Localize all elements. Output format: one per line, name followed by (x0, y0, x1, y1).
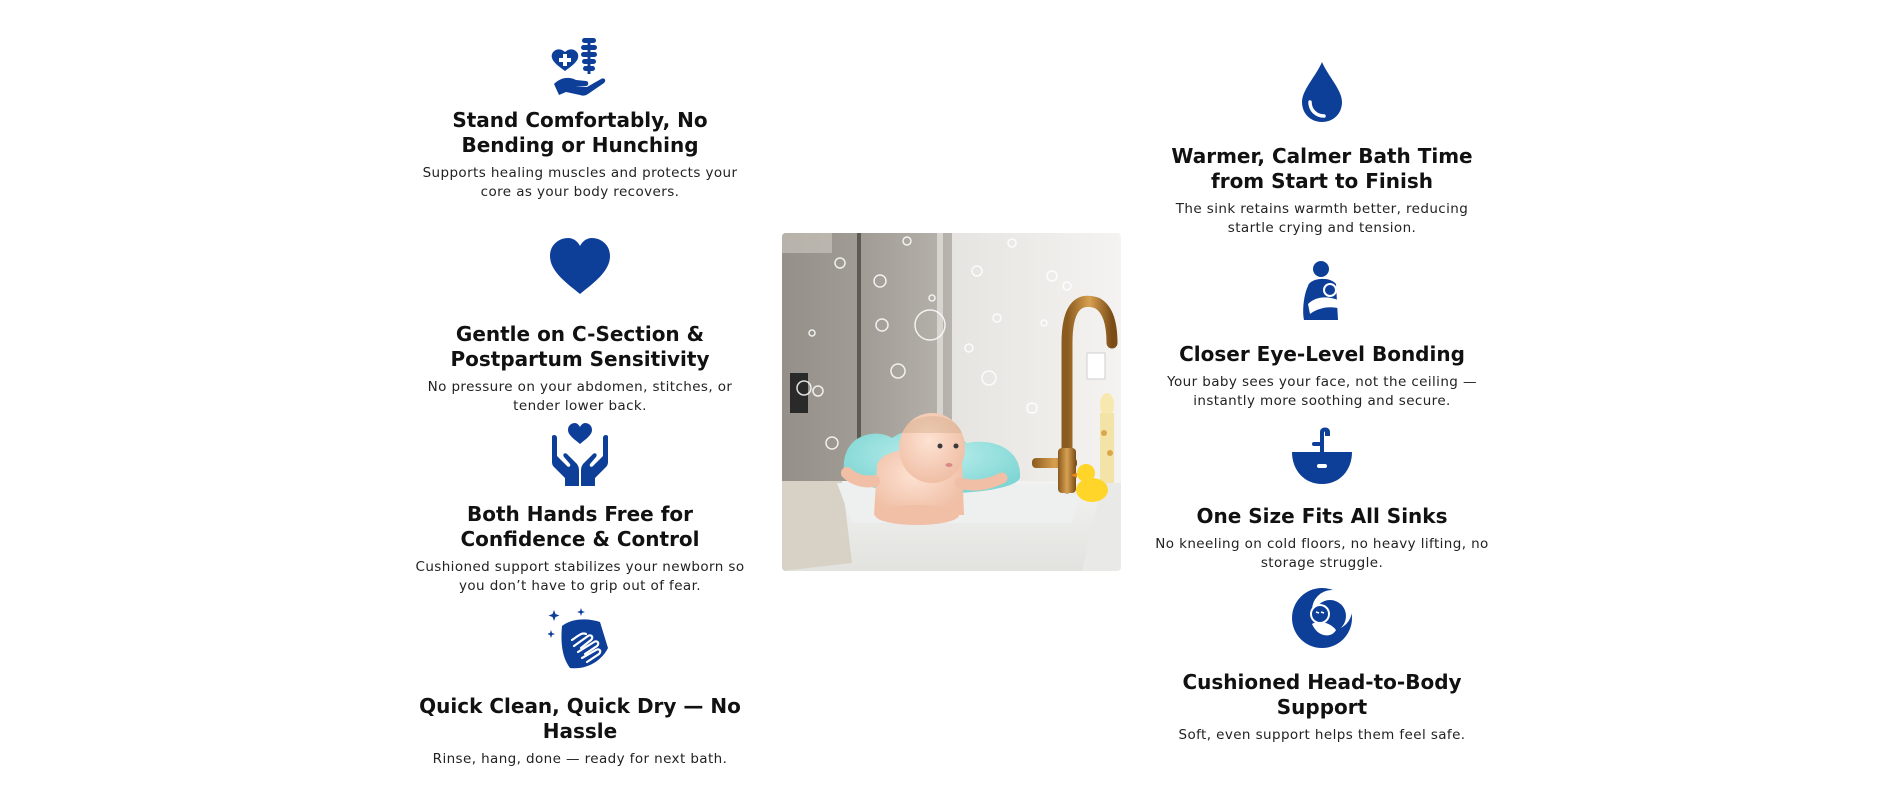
feature-title: Stand Comfortably, No Bending or Hunching (452, 108, 708, 157)
sink-faucet-icon (1290, 424, 1354, 488)
feature-description: Cushioned support stabilizes your newborn so you don’t have to grip out of fear. (415, 559, 745, 594)
feature-warmer-calmer (1152, 60, 1492, 238)
feature-description: Supports healing muscles and protects your core as your body recovers. (422, 165, 738, 200)
feature-hands-free (410, 422, 750, 596)
feature-description: Your baby sees your face, not the ceiling — instantly more soothing and secure. (1167, 374, 1477, 409)
baby-in-sink-bath-cushion-image (782, 233, 1121, 571)
hands-heart-icon (548, 422, 612, 486)
feature-description: Rinse, hang, done — ready for next bath. (432, 751, 728, 767)
feature-cushioned-support (1152, 586, 1492, 745)
feature-one-size-sinks (1152, 424, 1492, 573)
feature-gentle-postpartum (410, 236, 750, 416)
feature-title: Quick Clean, Quick Dry — No Hassle (419, 694, 741, 743)
feature-title: Cushioned Head-to-Body Support (1182, 670, 1462, 719)
feature-title: Both Hands Free for Confidence & Control (460, 502, 700, 551)
feature-description: No kneeling on cold floors, no heavy lifting, no storage struggle. (1155, 536, 1489, 571)
feature-title: One Size Fits All Sinks (1196, 504, 1448, 528)
feature-description: The sink retains warmth better, reducing startle crying and tension. (1175, 201, 1469, 236)
heart-icon (548, 236, 612, 300)
feature-title: Closer Eye-Level Bonding (1179, 342, 1465, 366)
parent-holding-baby-icon (1290, 260, 1354, 324)
water-drop-icon (1290, 60, 1354, 124)
feature-description: Soft, even support helps them feel safe. (1178, 727, 1466, 743)
feature-stand-comfortably (410, 36, 750, 202)
feature-description: No pressure on your abdomen, stitches, or tender lower back. (427, 379, 733, 414)
feature-quick-clean (410, 608, 750, 769)
sleeping-baby-moon-icon (1290, 586, 1354, 650)
spine-care-hand-icon (548, 36, 612, 100)
feature-title: Gentle on C-Section & Postpartum Sensitivity (450, 322, 710, 371)
feature-title: Warmer, Calmer Bath Time from Start to Finish (1171, 144, 1473, 193)
feature-eye-level-bonding (1152, 260, 1492, 411)
cleaning-cloth-icon (548, 608, 612, 672)
